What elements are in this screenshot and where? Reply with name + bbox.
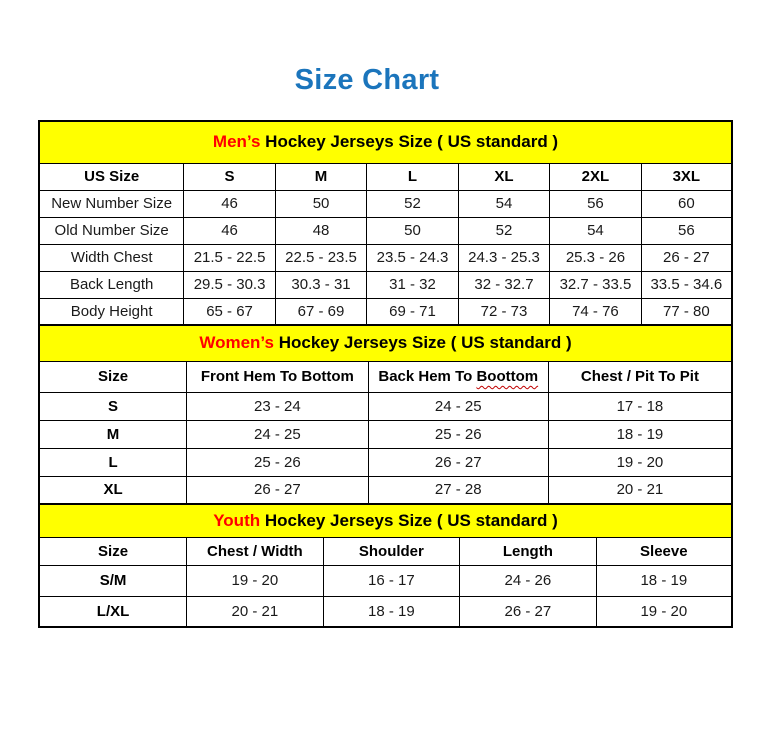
- mens-header-cell: 2XL: [550, 163, 641, 190]
- youth-table-row: [39, 596, 732, 627]
- mens-row-label: Old Number Size: [39, 217, 184, 244]
- womens-table-row: [39, 476, 732, 504]
- youth-table-row: [39, 565, 732, 596]
- womens-row-label: S: [39, 392, 187, 420]
- youth-value-cell: 18 - 19: [596, 565, 732, 596]
- youth-header-cell: Length: [460, 537, 597, 565]
- mens-table-row: [39, 217, 732, 244]
- section-title-accent: Men’s: [212, 132, 261, 152]
- mens-value-cell: 46: [184, 190, 275, 217]
- womens-header-cell: Size: [39, 361, 187, 392]
- youth-value-cell: 18 - 19: [323, 596, 460, 627]
- section-title-rest: Hockey Jerseys Size ( US standard ): [273, 333, 572, 353]
- womens-section-title: [39, 325, 732, 361]
- mens-row-label: Back Length: [39, 271, 184, 298]
- youth-header-cell: Size: [39, 537, 187, 565]
- mens-value-cell: 50: [275, 190, 366, 217]
- mens-table-row: [39, 190, 732, 217]
- mens-value-cell: 69 - 71: [367, 298, 458, 325]
- section-title-rest: Hockey Jerseys Size ( US standard ): [260, 510, 558, 530]
- womens-value-cell: 24 - 25: [368, 392, 548, 420]
- womens-value-cell: 26 - 27: [187, 476, 369, 504]
- mens-value-cell: 77 - 80: [641, 298, 732, 325]
- mens-section-title: [39, 121, 732, 163]
- mens-value-cell: 23.5 - 24.3: [367, 244, 458, 271]
- mens-header-cell: XL: [458, 163, 549, 190]
- mens-header-cell: 3XL: [641, 163, 732, 190]
- mens-size-table: [38, 120, 733, 326]
- womens-header-cell: Back Hem To Boottom: [368, 361, 548, 392]
- section-title-rest: Hockey Jerseys Size ( US standard ): [260, 132, 559, 152]
- womens-value-cell: 26 - 27: [368, 448, 548, 476]
- womens-header-cell: Chest / Pit To Pit: [548, 361, 732, 392]
- mens-value-cell: 25.3 - 26: [550, 244, 641, 271]
- youth-row-label: L/XL: [39, 596, 187, 627]
- womens-row-label: XL: [39, 476, 187, 504]
- youth-section-title: [39, 504, 732, 537]
- mens-value-cell: 46: [184, 217, 275, 244]
- youth-header-cell: Chest / Width: [187, 537, 324, 565]
- mens-header-cell: US Size: [39, 163, 184, 190]
- mens-row-label: New Number Size: [39, 190, 184, 217]
- mens-table-row: [39, 271, 732, 298]
- mens-value-cell: 56: [550, 190, 641, 217]
- mens-row-label: Body Height: [39, 298, 184, 325]
- womens-value-cell: 27 - 28: [368, 476, 548, 504]
- mens-value-cell: 21.5 - 22.5: [184, 244, 275, 271]
- mens-value-cell: 31 - 32: [367, 271, 458, 298]
- mens-value-cell: 32.7 - 33.5: [550, 271, 641, 298]
- womens-value-cell: 25 - 26: [187, 448, 369, 476]
- page-title: Size Chart: [294, 64, 440, 96]
- mens-header-cell: M: [275, 163, 366, 190]
- youth-value-cell: 20 - 21: [187, 596, 324, 627]
- womens-value-cell: 17 - 18: [548, 392, 732, 420]
- womens-value-cell: 19 - 20: [548, 448, 732, 476]
- youth-row-label: S/M: [39, 565, 187, 596]
- mens-value-cell: 48: [275, 217, 366, 244]
- youth-value-cell: 24 - 26: [460, 565, 597, 596]
- mens-value-cell: 54: [458, 190, 549, 217]
- mens-value-cell: 32 - 32.7: [458, 271, 549, 298]
- womens-table-row: [39, 420, 732, 448]
- size-chart-tables: [38, 120, 733, 628]
- youth-value-cell: 16 - 17: [323, 565, 460, 596]
- womens-value-cell: 20 - 21: [548, 476, 732, 504]
- youth-value-cell: 26 - 27: [460, 596, 597, 627]
- mens-value-cell: 22.5 - 23.5: [275, 244, 366, 271]
- mens-value-cell: 52: [458, 217, 549, 244]
- mens-value-cell: 50: [367, 217, 458, 244]
- youth-value-cell: 19 - 20: [187, 565, 324, 596]
- misspelled-word: Boottom: [476, 368, 539, 385]
- youth-size-table: [38, 503, 733, 628]
- womens-size-table: [38, 324, 733, 505]
- mens-row-label: Width Chest: [39, 244, 184, 271]
- mens-value-cell: 60: [641, 190, 732, 217]
- womens-header-cell: Front Hem To Bottom: [187, 361, 369, 392]
- mens-value-cell: 54: [550, 217, 641, 244]
- mens-header-cell: S: [184, 163, 275, 190]
- mens-value-cell: 29.5 - 30.3: [184, 271, 275, 298]
- youth-header-cell: Shoulder: [323, 537, 460, 565]
- womens-row-label: M: [39, 420, 187, 448]
- womens-value-cell: 23 - 24: [187, 392, 369, 420]
- mens-value-cell: 56: [641, 217, 732, 244]
- womens-row-label: L: [39, 448, 187, 476]
- mens-value-cell: 65 - 67: [184, 298, 275, 325]
- womens-value-cell: 18 - 19: [548, 420, 732, 448]
- youth-value-cell: 19 - 20: [596, 596, 732, 627]
- mens-value-cell: 74 - 76: [550, 298, 641, 325]
- section-title-accent: Youth: [213, 510, 261, 530]
- mens-value-cell: 30.3 - 31: [275, 271, 366, 298]
- womens-value-cell: 24 - 25: [187, 420, 369, 448]
- mens-value-cell: 24.3 - 25.3: [458, 244, 549, 271]
- mens-value-cell: 52: [367, 190, 458, 217]
- womens-table-row: [39, 448, 732, 476]
- youth-header-cell: Sleeve: [596, 537, 732, 565]
- mens-header-cell: L: [367, 163, 458, 190]
- mens-value-cell: 26 - 27: [641, 244, 732, 271]
- mens-table-row: [39, 298, 732, 325]
- womens-value-cell: 25 - 26: [368, 420, 548, 448]
- section-title-accent: Women’s: [199, 333, 274, 353]
- mens-table-row: [39, 244, 732, 271]
- mens-value-cell: 33.5 - 34.6: [641, 271, 732, 298]
- womens-table-row: [39, 392, 732, 420]
- mens-value-cell: 72 - 73: [458, 298, 549, 325]
- mens-value-cell: 67 - 69: [275, 298, 366, 325]
